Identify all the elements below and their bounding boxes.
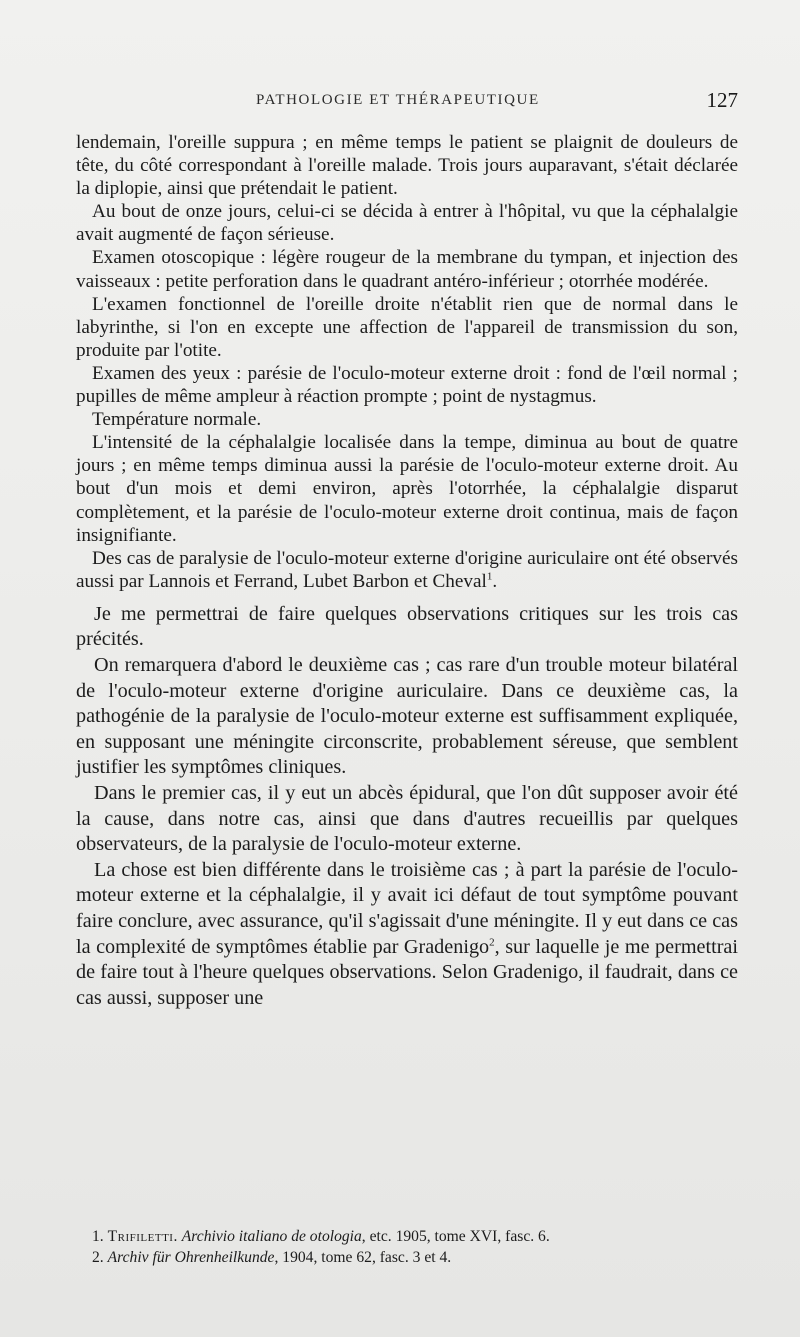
paragraph-with-note bbox=[76, 858, 738, 1012]
paragraph: Examen otoscopique : légère rougeur de la membrane du tympan, et injection des vaisseaux : petite perforation dans le quadrant antéro-inférieur ; otorrhée modérée. bbox=[76, 247, 738, 292]
paragraph: Je me permettrai de faire quelques observations critiques sur les trois cas précités. bbox=[76, 602, 738, 651]
paragraph: Dans le premier cas, il y eut un abcès épidural, que l'on dût supposer avoir été la cause, dans notre cas, ainsi que dans d'autres recueillis par quelques observateurs, de la paralysie de l'oculo-moteur externe. bbox=[76, 782, 738, 856]
footnote-title: Archiv für Ohrenheilkunde bbox=[107, 1249, 275, 1266]
footnote-rest: , etc. 1905, tome XVI, fasc. 6. bbox=[361, 1228, 550, 1245]
footnote-marker: 1. bbox=[92, 1228, 104, 1245]
paragraph-text: La chose est bien différente dans le troisième cas ; à part la parésie de l'oculo-moteur externe et la céphalalgie, il y avait ici défaut de tout symptôme pouvant faire conclure, avec assurance, qu'il s'agissait d'une méningite. Il y eut dans ce cas la complexité de symptômes établie par Gradenigo bbox=[76, 858, 738, 958]
page-number: 127 bbox=[706, 88, 738, 112]
body-text bbox=[76, 131, 738, 1011]
footnote-ref-1: 1 bbox=[486, 570, 493, 583]
paragraph-text-continued: , sur laquelle je me permettrai de faire tout à l'heure quelques observations. Selon Gradenigo, il faudrait, dans ce cas aussi, supposer une bbox=[76, 935, 738, 1009]
paragraph: L'examen fonctionnel de l'oreille droite n'établit rien que de normal dans le labyrinthe, si l'on en excepte une affection de l'appareil de transmission du son, produite par l'otite. bbox=[76, 293, 738, 361]
paragraph-with-note: Des cas de paralysie de l'oculo-moteur externe d'origine auriculaire ont été observés aussi par Lannois et Ferrand, Lubet Barbon et Cheval$^1$. bbox=[76, 547, 738, 592]
running-head: PATHOLOGIE ET THÉRAPEUTIQUE bbox=[256, 92, 540, 108]
paragraph: Examen des yeux : parésie de l'oculo-moteur externe droit : fond de l'œil normal ; pupilles de même ampleur à réaction prompte ; point de nystagmus. bbox=[76, 362, 738, 408]
footnote-ref-2: 2 bbox=[489, 935, 495, 948]
footnote-marker: 2. bbox=[92, 1249, 104, 1266]
paragraph: On remarquera d'abord le deuxième cas ; cas rare d'un trouble moteur bilatéral de l'oculo-moteur externe d'origine auriculaire. Dans ce deuxième cas, la pathogénie de la paralysie de l'oculo-moteur externe est suffisamment expliquée, en supposant une méningite circonscrite, probablement séreuse, que semblent justifier les symptômes cliniques. bbox=[76, 654, 738, 779]
paragraph: lendemain, l'oreille suppura ; en même temps le patient se plaignit de douleurs de tête, du côté correspondant à l'oreille malade. Trois jours auparavant, s'était déclarée la diplopie, ainsi que prétendait le patient. bbox=[76, 132, 738, 200]
footnote-title: Archivio italiano de otologia bbox=[181, 1228, 362, 1245]
paragraph: Au bout de onze jours, celui-ci se décida à entrer à l'hôpital, vu que la céphalalgie avait augmenté de façon sérieuse. bbox=[76, 201, 738, 246]
footnote-1 bbox=[92, 1226, 738, 1247]
footnote-2 bbox=[92, 1247, 738, 1268]
footnote-author: Trifiletti. bbox=[107, 1228, 178, 1245]
paragraph-text: Des cas de paralysie de l'oculo-moteur externe d'origine auriculaire ont été observés aussi par Lannois et Ferrand, Lubet Barbon et Cheval bbox=[76, 547, 738, 592]
paragraph: L'intensité de la céphalalgie localisée dans la tempe, diminua au bout de quatre jours ; en même temps diminua aussi la parésie de l'oculo-moteur externe droit. Au bout d'un mois et demi environ, après l'otorrhée, la céphalalgie disparut complètement, et la parésie de l'oculo-moteur externe droit continua, mais de façon insignifiante. bbox=[76, 432, 738, 546]
footnote-rest: , 1904, tome 62, fasc. 3 et 4. bbox=[274, 1249, 452, 1266]
page-header bbox=[76, 88, 738, 118]
paragraph: Température normale. bbox=[92, 409, 262, 431]
footnotes bbox=[92, 1226, 738, 1268]
